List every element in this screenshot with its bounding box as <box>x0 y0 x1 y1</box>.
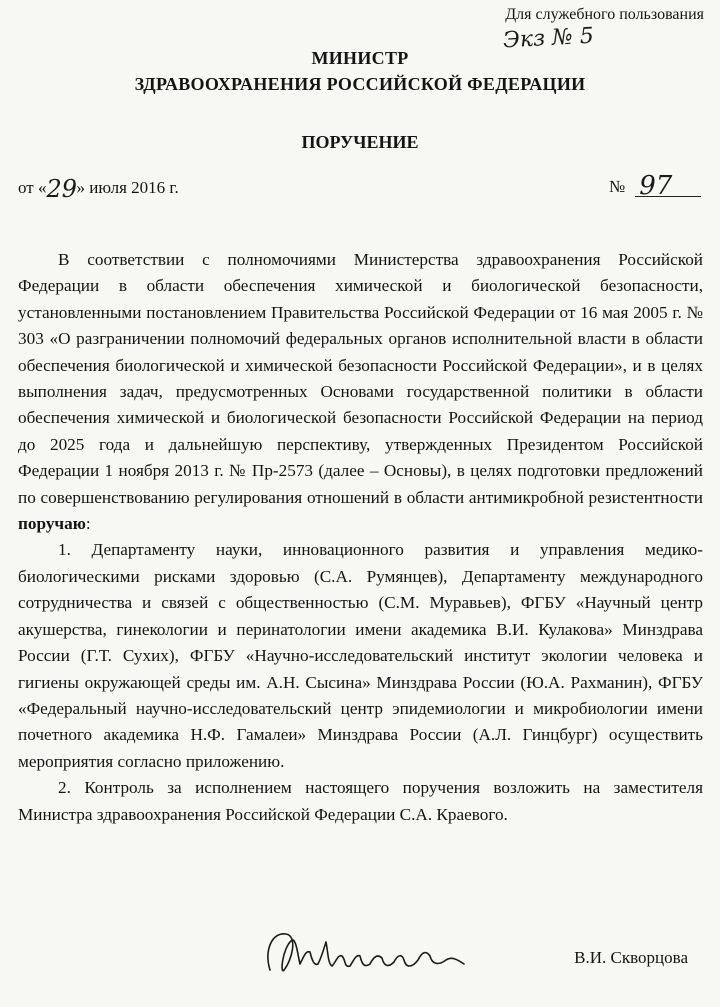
number-handwritten: 97 <box>639 171 673 201</box>
document-type-title: ПОРУЧЕНИЕ <box>301 132 419 152</box>
date-prefix: от « <box>18 178 47 197</box>
date-line <box>18 175 179 203</box>
document-number-line <box>609 171 701 201</box>
date-day-handwritten: 29 <box>46 175 78 203</box>
preamble-paragraph <box>18 247 703 537</box>
preamble-colon: : <box>85 514 91 534</box>
number-field <box>635 171 701 201</box>
signature-scribble <box>262 920 472 990</box>
number-label: № <box>609 177 626 196</box>
item-1-paragraph: 1. Департаменту науки, инновационного развития и управления медико-биологическими рисками здоровью (С.А. Румянцев), Департаменту международного сотрудничества и связей с общественностью (С.М. Муравьев), ФГБУ «Научный центр акушерства, гинекологии и перинатологии имени академика В.И. Кулакова» Минздрава России (Г.Т. Сухих), ФГБУ «Научно-исследовательский институт экологии человека и гигиены окружающей среды им. А.Н. Сысина» Минздрава России (Ю.А. Рахманин), ФГБУ «Федеральный научно-исследовательский центр эпидемиологии и микробиологии имени почетного академика Н.Ф. Гамалеи» Минздрава России (А.Л. Гинцбург) осуществить мероприятия согласно приложению. <box>18 540 703 771</box>
preamble-text: В соответствии с полномочиями Министерства здравоохранения Российской Федерации в области обеспечения химической и биологической безопасности, установленными постановлением Правительства Российской Федерации от 16 мая 2005 г. № 303 «О разграничении полномочий федеральных органов исполнительной власти в области обеспечения биологической и химической безопасности Российской Федерации», и в целях выполнения задач, предусмотренных Основами государственной политики в области обеспечения химической и биологической безопасности Российской Федерации на период до 2025 года и дальнейшую перспективу, утвержденных Президентом Российской Федерации 1 ноября 2013 г. № Пр-2573 (далее – Основы), в целях подготовки предложений по совершенствованию регулирования отношений в области антимикробной резистентности <box>18 250 703 507</box>
document-body <box>18 247 703 828</box>
poruchayu-word: поручаю <box>18 514 86 534</box>
restricted-use-stamp: Для служебного пользования <box>505 6 704 23</box>
date-suffix: » июля 2016 г. <box>76 178 179 197</box>
header-minister: МИНИСТР <box>311 48 409 68</box>
signatory-name: В.И. Скворцова <box>574 948 688 967</box>
item-2-paragraph: 2. Контроль за исполнением настоящего поручения возложить на заместителя Министра здравоохранения Российской Федерации С.А. Краевого. <box>18 778 703 824</box>
header-ministry: ЗДРАВООХРАНЕНИЯ РОССИЙСКОЙ ФЕДЕРАЦИИ <box>134 74 586 94</box>
copy-number-handwritten: Экз № 5 <box>502 23 595 54</box>
